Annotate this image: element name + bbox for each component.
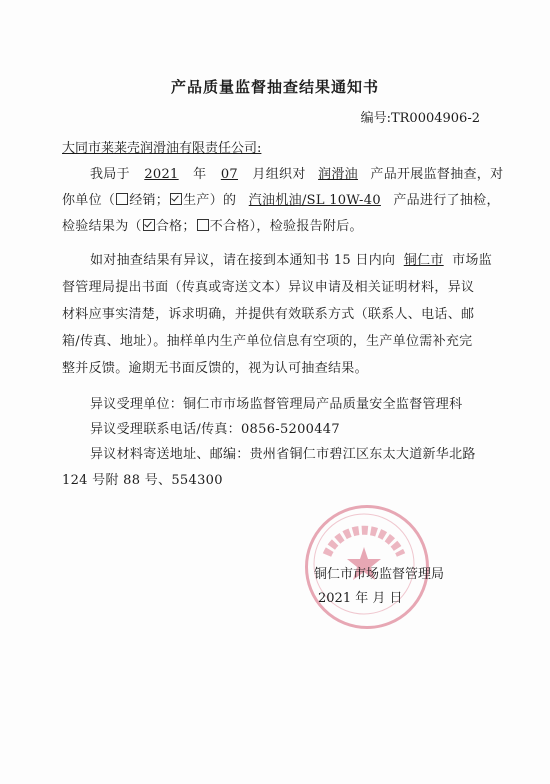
month-field: 07	[220, 167, 238, 182]
objection-unit: 异议受理单位：铜仁市市场监督管理局产品质量安全监督管理科	[90, 397, 463, 412]
para1-line3: 检验结果为（ 合格； 不合格），检验报告附后。	[62, 219, 363, 234]
pass-checkbox	[143, 219, 155, 231]
addressee: 大同市莱莱壳润滑油有限责任公司:	[62, 141, 262, 156]
year-field: 2021	[144, 167, 179, 182]
objection-address: 异议材料寄送地址、邮编：贵州省铜仁市碧江区东太大道新华北路	[90, 447, 476, 462]
para2-line2: 督管理局提出书面（传真或寄送文本）异议申请及相关证明材料，异议	[62, 280, 475, 295]
document-title: 产品质量监督抽查结果通知书	[170, 78, 379, 96]
document-number: 编号:TR0004906-2	[360, 111, 480, 126]
issue-date: 2021 年 月 日	[318, 591, 403, 606]
para2-line5: 整并反馈。逾期无书面反馈的，视为认可抽查结果。	[62, 361, 368, 376]
objection-phone: 异议受理联系电话/传真：0856-5200447	[90, 422, 340, 437]
objection-address-cont: 124 号附 88 号、554300	[62, 473, 223, 488]
issuer-name: 铜仁市市场监督管理局	[314, 567, 445, 582]
fail-checkbox	[197, 219, 209, 231]
para2-line4: 箱/传真、地址）。抽样单内生产单位信息有空项的，生产单位需补充完	[62, 334, 473, 349]
para2-line3: 材料应事实清楚，诉求明确，并提供有效联系方式（联系人、电话、邮	[62, 307, 475, 322]
agency-field: 铜仁市	[403, 253, 444, 268]
distribution-checkbox	[116, 193, 128, 205]
para2-line1: 如对抽查结果有异议，请在接到本通知书 15 日内向 铜仁市 市场监	[90, 253, 492, 268]
para1-line2: 你单位（ 经销； 生产）的 汽油机油/SL 10W-40 产品进行了抽检，	[62, 193, 500, 208]
product-type-field: 润滑油	[318, 167, 358, 182]
production-checkbox	[170, 193, 182, 205]
para1-line1: 我局于 2021 年 07 月组织对 润滑油 产品开展监督抽查，对	[90, 167, 504, 182]
product-name-field: 汽油机油/SL 10W-40	[248, 193, 381, 208]
